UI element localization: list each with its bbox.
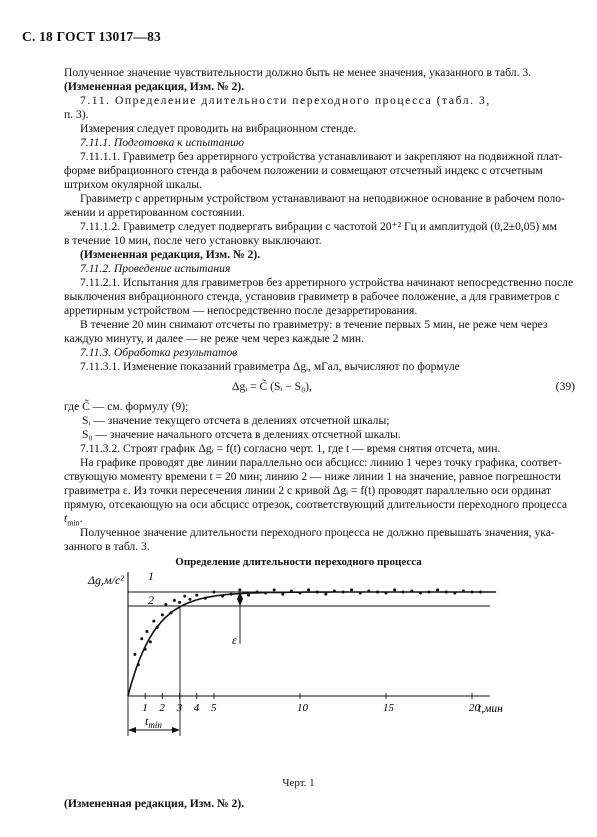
data-point [152,620,155,623]
text-line: 7.11.1.2. Гравиметр следует подвергать вибрации с частотой 20⁺² Гц и амплитудой (0,2±0,05) мм [80,220,557,233]
tmin-label [145,714,162,730]
figure-title: Определение длительности переходного процесса [175,556,422,568]
text-line: в течение 10 мин, после чего установку выключают. [64,234,322,247]
formula-39: Δgᵢ = C̃ (Sᵢ − S₀), [232,380,312,393]
text-line: арретирным устройством — непосредственно после дезарретирования. [64,304,418,317]
x-tick-label: 15 [383,702,394,714]
data-point [183,595,186,598]
text-line: S₀ — значение начального отсчета в делениях отсчетной шкалы. [82,428,401,441]
data-point [170,611,173,614]
x-tick-label: 10 [297,702,308,714]
revision-note: (Измененная редакция, Изм. № 2). [64,80,245,93]
text-line: гравиметра ε. Из точки пересечения линии 2 с кривой Δgᵢ = f(t) проводят параллельно оси ординат [64,484,552,497]
subsection-heading: 7.11.2. Проведение испытания [80,262,231,275]
data-point [393,588,396,591]
x-tick-label: 1 [142,702,148,714]
tmin-label-min: min [148,720,162,730]
data-point [324,593,327,596]
data-point [281,593,284,596]
data-point [173,599,176,602]
formula-number: (39) [555,380,575,393]
data-point [221,595,224,598]
text-line: каждую минуту, и далее — не реже чем через каждые 2 мин. [64,332,365,345]
text-line: Полученное значение чувствительности должно быть не менее значения, указанного в табл. 3. [64,66,532,79]
text-line: п. 3). [64,108,89,121]
x-tick-label: 5 [211,702,217,714]
data-point [144,648,147,651]
text-line: штрихом окулярной шкалы. [64,178,202,191]
text-line: На графике проводят две линии параллельно оси абсцисс: линию 1 через точку графика, соответ- [80,456,562,469]
data-point [350,588,353,591]
x-tick-label: 20 [469,702,480,714]
tmin-arrow-right [172,727,180,733]
chart-layer [128,588,496,714]
tmin-subscript: min [67,518,80,528]
subsection-heading: 7.11.3. Обработка результатов [80,346,238,359]
ylabel: Δg,м/с² [88,573,124,587]
revision-note-footer: (Измененная редакция, Изм. № 2). [64,797,245,810]
text-line: В течение 20 мин снимают отсчеты по гравиметру: в течение первых 5 мин, не реже чем через [80,318,548,331]
text-line: жении и арретированном состоянии. [64,206,245,219]
data-point [149,640,152,643]
data-point [164,603,167,606]
line-1-label: 1 [148,569,154,583]
figure-chart [0,560,597,770]
data-point [156,626,159,629]
figure-caption: Черт. 1 [282,777,315,789]
data-point [161,613,164,616]
x-tick-label: 4 [193,702,200,714]
xlabel: t,мин [478,703,503,715]
data-point [188,598,191,601]
text-line: 7.11.3.2. Строят график Δgᵢ = f(t) согласно черт. 1, где t — время снятия отсчета, мин. [80,442,501,455]
data-point [178,601,181,604]
text-line: 7.11.3.1. Изменение показаний гравиметра Δgᵢ, мГал, вычисляют по формуле [80,360,460,373]
x-tick-label: 2 [159,702,165,714]
eps-label: ε [232,633,237,647]
data-point [140,637,143,640]
data-point [230,593,233,596]
tmin-symbol: t [64,512,68,525]
data-point [145,630,148,633]
data-point [137,663,140,666]
text-line: занного в табл. 3. [64,540,150,553]
text-line: выключения вибрационного стенда, установив гравиметр в рабочее положение, а для гравиметров с [64,290,560,303]
eps-arrow-bottom [237,599,243,606]
tmin-label-t: t [145,714,149,728]
page-header: С. 18 ГОСТ 13017—83 [22,29,161,44]
text-line: 7.11.1.1. Гравиметр без арретирного устройства устанавливают и закрепляют на подвижной плат- [80,150,563,163]
text-line: прямую, отсекающую на оси абсцисс отрезок, соответствующий длительности переходного процесса [64,498,568,511]
text-line: где C̃ — см. формулу (9); [64,400,189,413]
text-line: ствующую моменту времени t = 20 мин; линию 2 — ниже линии 1 на значение, равное погрешности [64,470,561,483]
tmin-arrow-left [128,727,136,733]
x-tick-label: 3 [176,702,183,714]
revision-note: (Измененная редакция, Изм. № 2). [80,248,261,261]
data-point [273,588,276,591]
data-point [238,588,241,591]
text-line: Полученное значение длительности переходного процесса не должно превышать значения, ука- [80,526,555,539]
text-line: Sᵢ — значение текущего отсчета в делениях отсчетной шкалы; [82,414,390,427]
data-point [133,653,136,656]
text-line: 7.11.2.1. Испытания для гравиметров без арретирного устройства начинают непосредственно после [80,276,574,289]
tmin-period: . [79,512,83,525]
text-line: Измерения следует проводить на вибрационном стенде. [80,122,357,135]
text-line: Гравиметр с арретирным устройством устанавливают на неподвижное основание в рабочем поло- [80,192,565,205]
data-point [436,588,439,591]
data-point [307,588,310,591]
data-point [247,594,250,597]
data-point [195,594,198,597]
line-2-label: 2 [148,593,154,607]
data-point [204,597,207,600]
section-heading: 7.11. Определение длительности переходного процесса (табл. 3, [80,94,491,107]
subsection-heading: 7.11.1. Подготовка к испытанию [80,136,245,149]
response-curve [128,592,496,696]
text-line: форме вибрационного стенда в рабочем положении и совмещают отсчетный индекс с отсчетным [64,164,543,177]
